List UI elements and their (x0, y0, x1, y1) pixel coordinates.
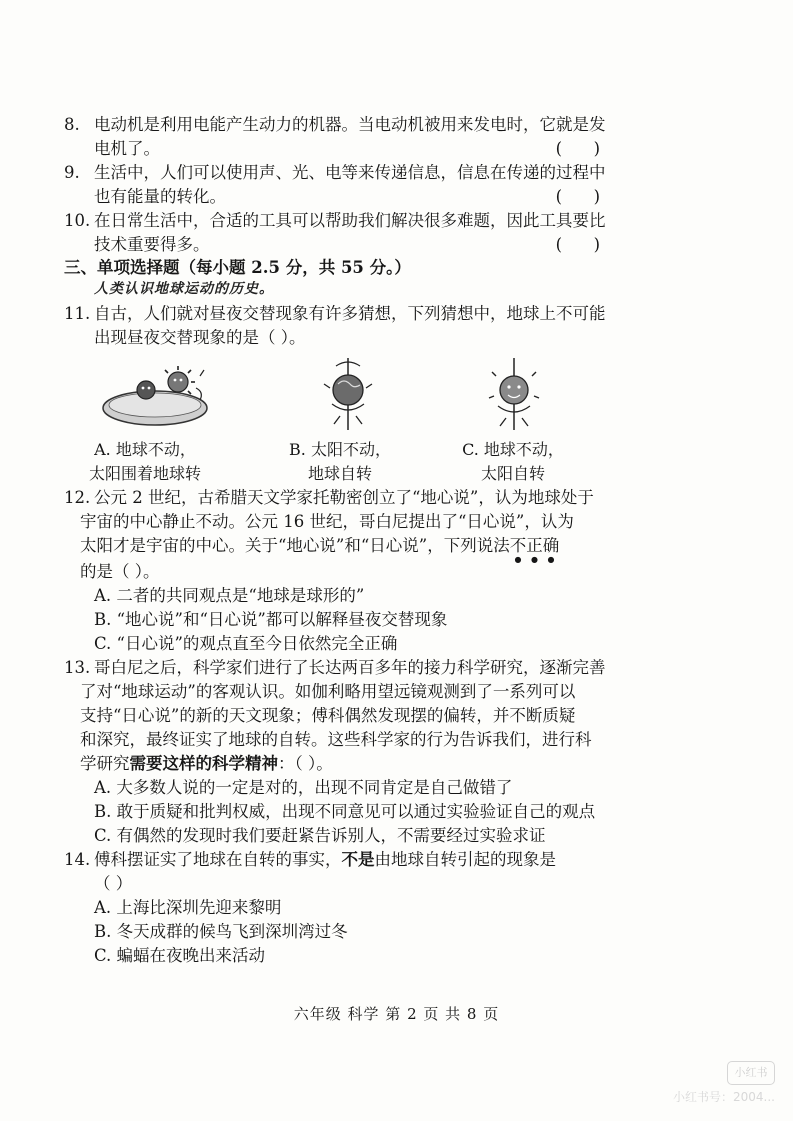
question-text: 了对“地球运动”的客观认识。如伽利略用望远镜观测到了一系列可以 (80, 682, 576, 701)
earth-rotating-illustration (318, 356, 378, 432)
option-c-line2: 太阳自转 (480, 464, 545, 483)
question-text: 出现昼夜交替现象的是（ ）。 (94, 328, 306, 347)
question-number: 10. (64, 211, 91, 230)
question-number: 8. (64, 115, 80, 134)
question-text-part: 傅科摆证实了地球在自转的事实， (94, 850, 342, 869)
question-text: 也有能量的转化。 (94, 187, 226, 206)
question-text-part: 由地球自转引起的现象是 (374, 850, 556, 869)
option-c: C. 蝙蝠在夜晚出来活动 (94, 946, 266, 965)
question-text: 在日常生活中，合适的工具可以帮助我们解决很多难题，因此工具要比 (94, 211, 606, 230)
option-a-line2: 太阳围着地球转 (88, 464, 201, 483)
question-text: 支持“日心说”的新的天文现象；傅科偶然发现摆的偏转，并不断质疑 (80, 706, 576, 725)
question-text: 生活中，人们可以使用声、光、电等来传递信息，信息在传递的过程中 (94, 163, 606, 182)
option-b: B. “地心说”和“日心说”都可以解释昼夜交替现象 (94, 610, 448, 629)
watermark-id: 小红书号：2004... (673, 1090, 775, 1104)
question-text: 自古，人们就对昼夜交替现象有许多猜想，下列猜想中，地球上不可能 (94, 304, 606, 323)
question-text: 电机了。 (94, 139, 160, 158)
question-text (94, 848, 556, 872)
option-c-line1: C. 地球不动， (462, 440, 564, 459)
answer-blank: ( ) (555, 235, 600, 254)
option-b: B. 敢于质疑和批判权威，出现不同意见可以通过实验验证自己的观点 (94, 802, 596, 821)
answer-blank: ( ) (555, 187, 600, 206)
bold-text: 需要这样的科学精神 (129, 754, 278, 773)
sun-orbits-earth-illustration (100, 360, 220, 430)
emphasized-text: 不正确 (509, 536, 560, 555)
watermark-logo: 小红书 (727, 1061, 775, 1085)
question-number: 11. (64, 304, 91, 323)
option-a: A. 二者的共同观点是“地球是球形的” (94, 586, 365, 605)
option-a-line1: A. 地球不动， (94, 440, 196, 459)
option-a: A. 上海比深圳先迎来黎明 (94, 898, 282, 917)
question-text: 技术重要得多。 (94, 235, 210, 254)
page-footer: 六年级 科学 第 2 页 共 8 页 (293, 1005, 500, 1023)
option-c: C. 有偶然的发现时我们要赶紧告诉别人，不需要经过实验求证 (94, 826, 546, 845)
handwritten-note: 人类认识地球运动的历史。 (94, 281, 274, 297)
question-text: 和深究，最终证实了地球的自转。这些科学家的行为告诉我们，进行科 (80, 730, 592, 749)
question-text-part: 太阳才是宇宙的中心。关于“地心说”和“日心说”，下列说法 (80, 536, 510, 555)
answer-blank: ( ) (555, 139, 600, 158)
question-number: 13. (64, 658, 91, 677)
option-b-line1: B. 太阳不动， (289, 440, 391, 459)
question-text: 电动机是利用电能产生动力的机器。当电动机被用来发电时，它就是发 (94, 115, 606, 134)
question-text (80, 752, 333, 776)
question-text: 公元 2 世纪，古希腊天文学家托勒密创立了“地心说”，认为地球处于 (94, 488, 594, 507)
question-text-part: 学研究 (80, 754, 130, 773)
option-a: A. 大多数人说的一定是对的，出现不同肯定是自己做错了 (94, 778, 513, 797)
bold-text: 不是 (341, 850, 375, 869)
question-text-part: ：（ ）。 (278, 754, 333, 773)
option-b-line2: 地球自转 (307, 464, 372, 483)
sun-rotating-illustration (484, 356, 544, 432)
option-b: B. 冬天成群的候鸟飞到深圳湾过冬 (94, 922, 348, 941)
question-number: 12. (64, 488, 91, 507)
question-number: 9. (64, 163, 80, 182)
question-text: 宇宙的中心静止不动。公元 16 世纪，哥白尼提出了“日心说”，认为 (80, 512, 574, 531)
section-title: 三、单项选择题（每小题 2.5 分，共 55 分。） (64, 258, 411, 277)
question-text: 哥白尼之后，科学家们进行了长达两百多年的接力科学研究，逐渐完善 (94, 658, 606, 677)
question-number: 14. (64, 850, 91, 869)
question-text: 的是（ ）。 (80, 562, 160, 581)
answer-blank: （ ） (94, 874, 133, 893)
option-c: C. “日心说”的观点直至今日依然完全正确 (94, 634, 398, 653)
